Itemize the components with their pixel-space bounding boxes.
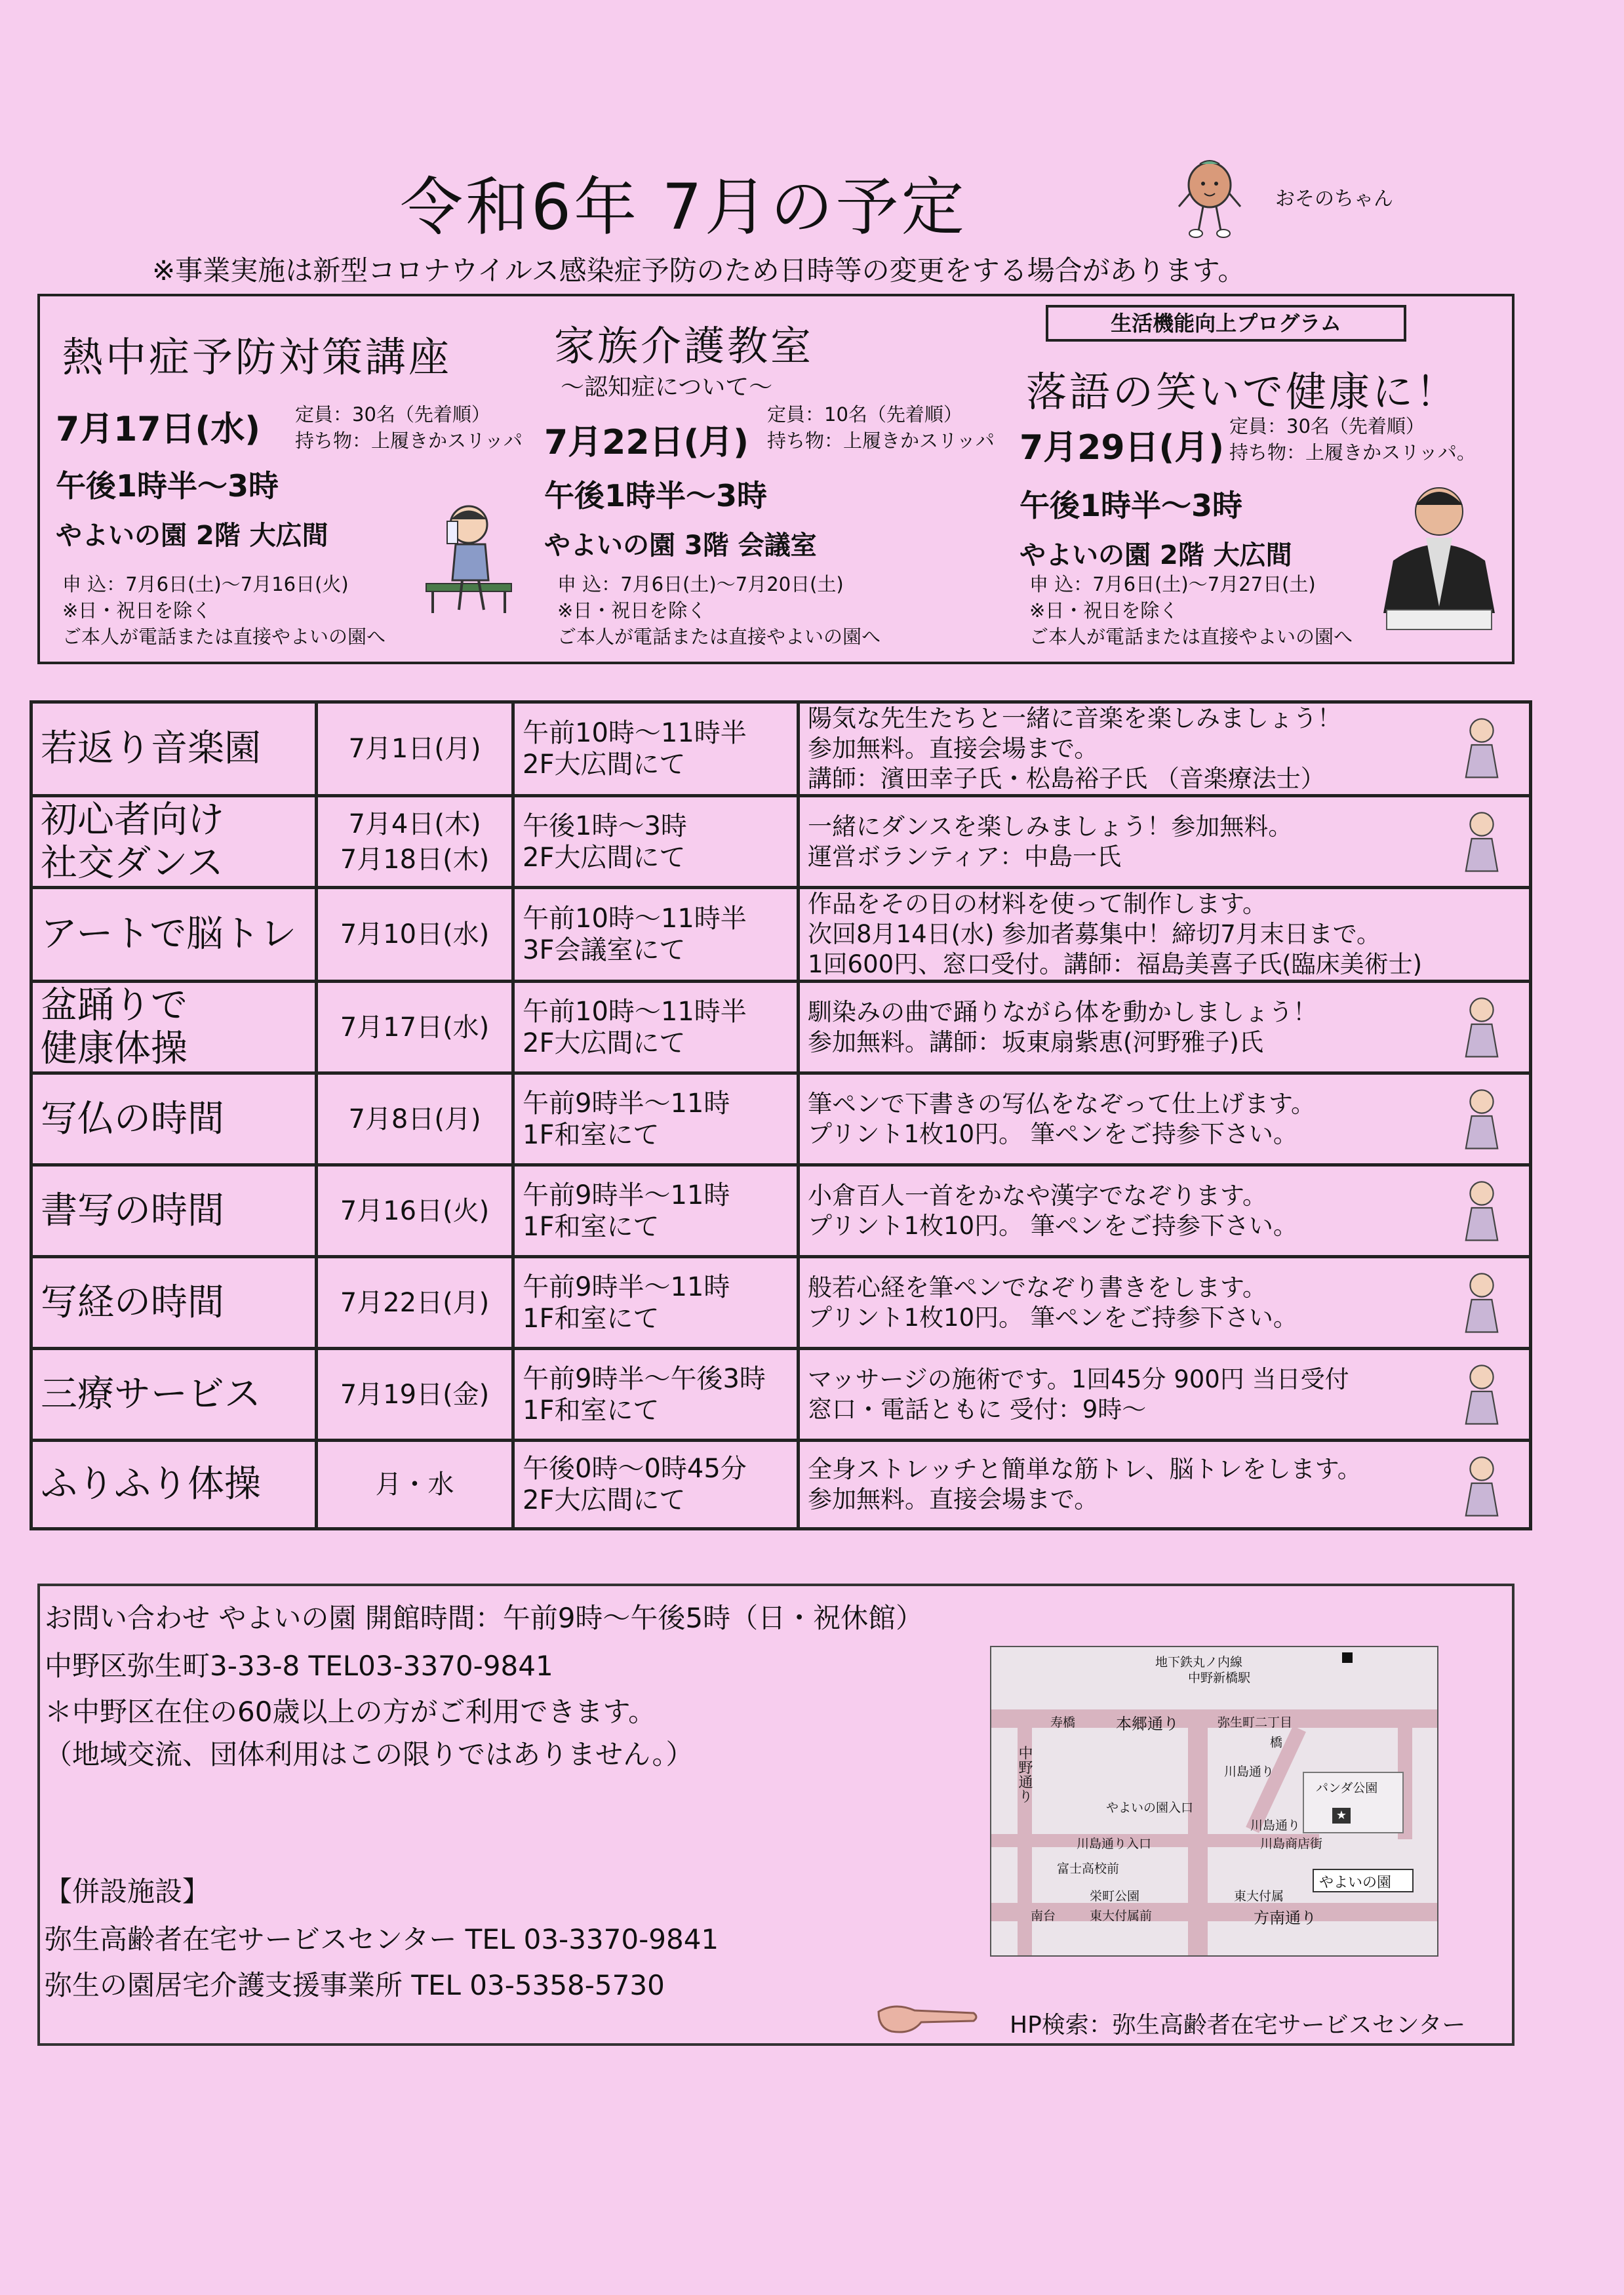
schedule-time-line: 午前10時～11時半 (523, 904, 747, 934)
schedule-desc-line: マッサージの施術です。1回45分 900円 当日受付 (808, 1365, 1349, 1393)
facility2-line: 弥生の園居宅介護支援事業所 TEL 03-5358-5730 (45, 1969, 665, 2001)
event2-date: 7月22日(月) (544, 423, 749, 462)
map-road-nakano (1188, 1709, 1208, 1955)
event3-title: 落語の笑いで健康に！ (1026, 368, 1459, 416)
map-station-line: 地下鉄丸ノ内線 (1155, 1655, 1243, 1669)
schedule-desc-line: 陽気な先生たちと一緒に音楽を楽しみましょう！ (808, 704, 1341, 732)
dancers-illustration (1442, 803, 1521, 875)
schedule-desc-line: 1回600円、窓口受付。講師：福島美喜子氏(臨床美術士) (808, 950, 1423, 978)
eligibility-line: ＊中野区在住の60歳以上の方がご利用できます。 (45, 1696, 656, 1728)
exercise-illustration (1442, 1447, 1521, 1519)
schedule-date-line: 7月1日(月) (348, 734, 481, 764)
map-kawashima2: 川島通り (1250, 1818, 1301, 1833)
schedule-time-cell (513, 702, 799, 796)
map-higashioimae: 東大付属前 (1090, 1909, 1153, 1923)
map-road-hounan (991, 1903, 1437, 1921)
schedule-row (31, 1257, 1531, 1349)
station-marker-icon (1342, 1652, 1353, 1663)
schedule-time-line: 午前9時半～11時 (523, 1088, 730, 1119)
event1-method: ご本人が電話または直接やよいの園へ (62, 626, 386, 648)
schedule-date-line: 7月10日(水) (340, 919, 490, 949)
schedule-date-line: 7月18日(木) (340, 844, 490, 875)
schedule-desc-cell (799, 796, 1531, 888)
schedule-desc-line: 小倉百人一首をかなや漢字でなぞります。 (808, 1181, 1267, 1210)
schedule-date-cell (317, 796, 513, 888)
event2-method: ご本人が電話または直接やよいの園へ (557, 626, 881, 648)
schedule-name-line: 写経の時間 (41, 1281, 224, 1324)
schedule-time-cell (513, 1257, 799, 1349)
schedule-time-cell (513, 1073, 799, 1165)
schedule-name-line: 書写の時間 (41, 1189, 224, 1232)
schedule-name-line: ふりふり体操 (41, 1463, 261, 1506)
map-yayoi-en: やよいの園 (1319, 1875, 1392, 1891)
schedule-time-line: 午前9時半～11時 (523, 1271, 730, 1302)
event3-apply: 申 込：7月6日(土)～7月27日(土) (1029, 573, 1316, 595)
schedule-desc-line: 次回8月14日(水) 参加者募集中！締切7月末日まで。 (808, 920, 1381, 948)
hp-search-text: HP検索：弥生高齢者在宅サービスセンター (1010, 2012, 1466, 2039)
map-kawashima-iriguchi: 川島通り入口 (1077, 1837, 1152, 1851)
buddha-drawing-illustration (1442, 1080, 1521, 1152)
schedule-time-line: 3F会議室にて (523, 935, 686, 965)
schedule-date-cell (317, 1073, 513, 1165)
schedule-name-cell (31, 1165, 317, 1257)
schedule-name-line: 若返り音楽園 (41, 727, 261, 770)
schedule-name-cell (31, 888, 317, 982)
schedule-desc-cell (799, 1257, 1531, 1349)
schedule-desc-line: プリント1枚10円。 筆ペンをご持参下さい。 (808, 1211, 1297, 1240)
event1-title: 熱中症予防対策講座 (62, 333, 452, 381)
event2-title: 家族介護教室 (554, 322, 814, 370)
event2-exclude: ※日・祝日を除く (557, 599, 707, 622)
event1-time: 午後1時半～3時 (56, 468, 279, 504)
yayoi-star-icon: ★ (1332, 1808, 1351, 1824)
event3-exclude: ※日・祝日を除く (1029, 599, 1179, 622)
schedule-time-cell (513, 796, 799, 888)
map-panda: パンダ公園 (1316, 1781, 1378, 1795)
schedule-time-line: 2F大広間にて (523, 842, 686, 873)
program-badge: 生活機能向上プログラム (1046, 305, 1406, 342)
schedule-desc-line: 般若心経を筆ペンでなぞり書きをします。 (808, 1273, 1267, 1302)
map-station-name: 中野新橋駅 (1188, 1671, 1251, 1685)
schedule-row (31, 796, 1531, 888)
schedule-desc-line: 一緒にダンスを楽しみましょう！参加無料。 (808, 812, 1293, 841)
schedule-date-line: 7月8日(月) (348, 1104, 481, 1134)
schedule-date-line: 7月22日(月) (340, 1287, 490, 1318)
schedule-time-line: 午後1時～3時 (523, 810, 687, 841)
schedule-desc-line: 作品をその日の材料を使って制作します。 (808, 890, 1267, 918)
schedule-name-cell (31, 1441, 317, 1529)
schedule-name-line: アートで脳トレ (41, 913, 297, 955)
schedule-time-line: 1F和室にて (523, 1119, 660, 1150)
facilities-heading: 【併設施設】 (45, 1875, 210, 1907)
schedule-desc-line: 馴染みの曲で踊りながら体を動かしましょう！ (808, 997, 1317, 1026)
schedule-name-line: 盆踊りで (41, 984, 188, 1027)
schedule-row (31, 888, 1531, 982)
schedule-time-line: 午前9時半～午後3時 (523, 1363, 766, 1394)
pointing-hand-icon (875, 1999, 980, 2038)
event3-capacity: 定員：30名（先着順） (1229, 415, 1425, 437)
event1-capacity: 定員：30名（先着順） (295, 403, 490, 426)
singers-illustration (1442, 709, 1521, 781)
map-sakaecho: 栄町公園 (1090, 1889, 1140, 1904)
schedule-time-line: 1F和室にて (523, 1211, 660, 1242)
schedule-desc-cell (799, 1349, 1531, 1441)
map-entrance: やよいの園入口 (1106, 1801, 1194, 1815)
schedule-name-line: 初心者向け (41, 798, 224, 841)
schedule-name-cell (31, 1073, 317, 1165)
event2-capacity: 定員：10名（先着順） (767, 403, 962, 426)
schedule-date-cell (317, 702, 513, 796)
schedule-time-line: 1F和室にて (523, 1395, 660, 1426)
map-minamidai: 南台 (1031, 1909, 1056, 1923)
schedule-time-cell (513, 1441, 799, 1529)
sutra-text-illustration (1442, 1264, 1521, 1336)
schedule-desc-line: 筆ペンで下書きの写仏をなぞって仕上げます。 (808, 1089, 1316, 1118)
schedule-name-line: 三療サービス (41, 1372, 261, 1416)
schedule-desc-line: 窓口・電話ともに 受付：9時～ (808, 1395, 1147, 1424)
schedule-date-cell (317, 1441, 513, 1529)
schedule-desc-cell (799, 1073, 1531, 1165)
schedule-desc-cell (799, 702, 1531, 796)
schedule-desc-line: 運営ボランティア：中島一氏 (808, 842, 1122, 871)
event1-apply: 申 込：7月6日(土)～7月16日(火) (62, 573, 349, 595)
event1-bring: 持ち物：上履きかスリッパ (295, 429, 523, 452)
schedule-desc-line: 講師：濱田幸子氏・松島裕子氏 （音楽療法士） (808, 765, 1325, 793)
schedule-row (31, 982, 1531, 1073)
bon-dancer-illustration (1442, 988, 1521, 1060)
event3-place: やよいの園 2階 大広間 (1020, 540, 1292, 570)
schedule-date-line: 月・水 (375, 1469, 454, 1500)
schedule-time-line: 1F和室にて (523, 1303, 660, 1334)
map-yayoi2: 弥生町二丁目 (1218, 1715, 1293, 1730)
schedule-desc-line: プリント1枚10円。 筆ペンをご持参下さい。 (808, 1303, 1297, 1332)
schedule-row (31, 1441, 1531, 1529)
schedule-time-line: 午前10時～11時半 (523, 996, 747, 1027)
schedule-desc-line: プリント1枚10円。 筆ペンをご持参下さい。 (808, 1119, 1297, 1148)
event2-apply: 申 込：7月6日(土)～7月20日(土) (557, 573, 844, 595)
event3-method: ご本人が電話または直接やよいの園へ (1029, 626, 1353, 648)
event2-bring: 持ち物：上履きかスリッパ (767, 429, 995, 452)
schedule-desc-cell (799, 982, 1531, 1073)
schedule-row (31, 1165, 1531, 1257)
map-higashioi: 東大付属 (1234, 1889, 1284, 1904)
map-jyuju: 寿橋 (1050, 1715, 1076, 1730)
schedule-date-cell (317, 888, 513, 982)
massage-illustration (1442, 1355, 1521, 1427)
map-hounan: 方南通り (1254, 1909, 1317, 1927)
map-nakano-dori: 中野通り (1016, 1746, 1033, 1803)
event2-subtitle: ～認知症について～ (561, 374, 773, 401)
schedule-time-line: 2F大広間にて (523, 1485, 686, 1515)
map-hashi: 橋 (1268, 1736, 1282, 1748)
schedule-desc-line: 参加無料。直接会場まで。 (808, 1485, 1099, 1513)
schedule-time-line: 2F大広間にて (523, 749, 686, 780)
schedule-desc-cell (799, 1165, 1531, 1257)
schedule-name-line: 写仏の時間 (41, 1097, 224, 1140)
map-shotengai: 川島商店街 (1260, 1837, 1323, 1851)
note-line: （地域交流、団体利用はこの限りではありません。） (45, 1738, 694, 1770)
schedule-desc-line: 参加無料。直接会場まで。 (808, 734, 1099, 763)
schedule-date-cell (317, 1349, 513, 1441)
schedule-time-cell (513, 888, 799, 982)
schedule-date-cell (317, 1165, 513, 1257)
event1-date: 7月17日(水) (56, 410, 261, 449)
schedule-time-line: 午前10時～11時半 (523, 718, 747, 748)
schedule-desc-cell (799, 1441, 1531, 1529)
schedule-time-line: 2F大広間にて (523, 1028, 686, 1058)
schedule-time-line: 午後0時～0時45分 (523, 1454, 747, 1484)
schedule-table (30, 700, 1532, 1530)
schedule-date-cell (317, 1257, 513, 1349)
map-hongo: 本郷通り (1116, 1715, 1179, 1733)
map-fuji: 富士高校前 (1057, 1862, 1120, 1876)
facility1-line: 弥生高齢者在宅サービスセンター TEL 03-3370-9841 (45, 1923, 719, 1955)
schedule-date-line: 7月17日(水) (340, 1012, 490, 1043)
schedule-time-cell (513, 982, 799, 1073)
schedule-date-cell (317, 982, 513, 1073)
schedule-date-line: 7月19日(金) (340, 1379, 490, 1410)
schedule-time-line: 午前9時半～11時 (523, 1180, 730, 1210)
event3-bring: 持ち物：上履きかスリッパ。 (1229, 441, 1476, 464)
schedule-name-line: 社交ダンス (41, 841, 224, 885)
event1-place: やよいの園 2階 大広間 (56, 521, 328, 551)
event3-date: 7月29日(月) (1020, 428, 1225, 468)
schedule-time-cell (513, 1349, 799, 1441)
schedule-date-line: 7月16日(火) (340, 1195, 490, 1226)
mascot-illustration (1174, 157, 1246, 243)
schedule-name-cell (31, 982, 317, 1073)
schedule-name-cell (31, 1257, 317, 1349)
rakugo-performer-photo (1374, 475, 1505, 633)
event3-time: 午後1時半～3時 (1020, 488, 1243, 523)
notice-text: ※事業実施は新型コロナウイルス感染症予防のため日時等の変更をする場合があります。 (152, 254, 1246, 287)
event1-exclude: ※日・祝日を除く (62, 599, 212, 622)
event2-place: やよいの園 3階 会議室 (544, 530, 817, 561)
event2-time: 午後1時半～3時 (544, 478, 768, 513)
schedule-row (31, 1349, 1531, 1441)
schedule-desc-line: 参加無料。講師：坂東扇紫恵(河野雅子)氏 (808, 1028, 1263, 1056)
schedule-date-line: 7月4日(木) (348, 808, 481, 839)
schedule-row (31, 1073, 1531, 1165)
map-kawashima-dori: 川島通り (1224, 1765, 1275, 1779)
schedule-name-line: 健康体操 (41, 1027, 188, 1070)
access-map (990, 1646, 1438, 1957)
mascot-name: おそのちゃん (1275, 188, 1393, 210)
schedule-name-cell (31, 702, 317, 796)
schedule-row (31, 702, 1531, 796)
calligraphy-illustration (1442, 1172, 1521, 1244)
schedule-time-cell (513, 1165, 799, 1257)
contact-line: お問い合わせ やよいの園 開館時間：午前9時～午後5時（日・祝休館） (45, 1602, 924, 1634)
schedule-name-cell (31, 796, 317, 888)
schedule-desc-cell (799, 888, 1531, 982)
page-title: 令和6年 7月の予定 (400, 170, 967, 244)
drinking-person-illustration (406, 498, 525, 616)
schedule-name-cell (31, 1349, 317, 1441)
schedule-desc-line: 全身ストレッチと簡単な筋トレ、脳トレをします。 (808, 1455, 1362, 1483)
address-line: 中野区弥生町3-33-8 TEL03-3370-9841 (45, 1650, 553, 1682)
